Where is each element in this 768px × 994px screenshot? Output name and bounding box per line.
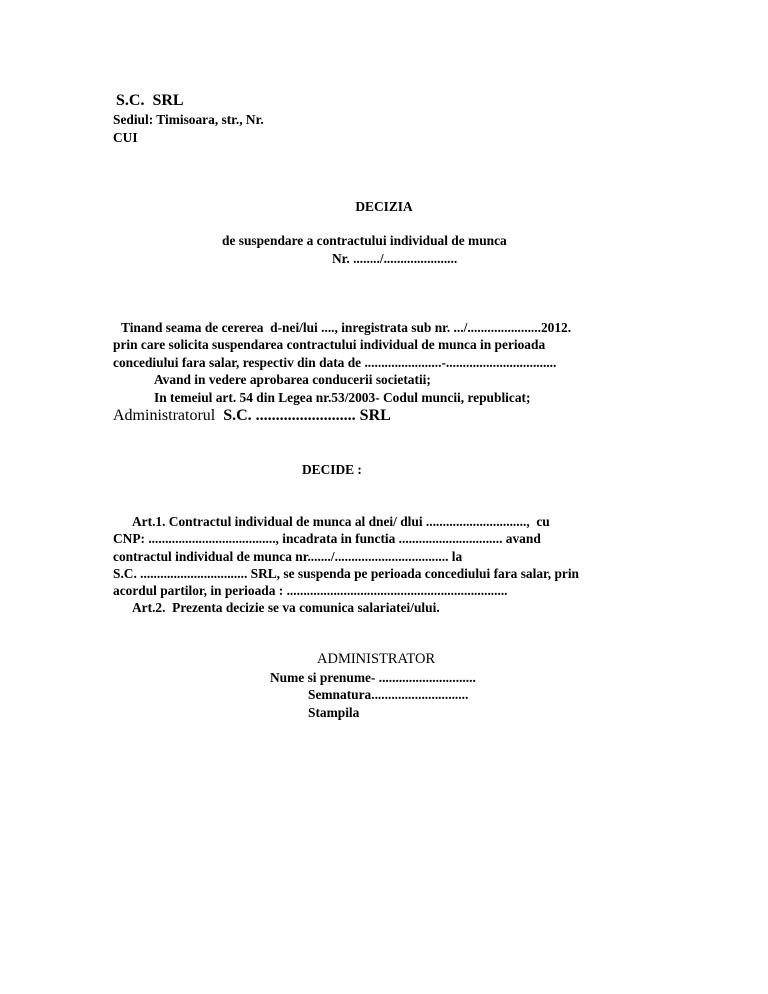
document-subtitle: de suspendare a contractului individual de munca [222,233,507,248]
company-address: Sediul: Timisoara, str., Nr. [113,112,264,127]
signature-title: ADMINISTRATOR [317,651,436,667]
art1-line-5: acordul partilor, in perioada : .................................................................. [113,583,508,598]
art1-line-2: CNP: ......................................, incadrata in functia ............................... avand [113,531,541,546]
art1-line-1: Art.1. Contractul individual de munca al dnei/ dlui .............................., cu [132,514,550,529]
art1-line-3: contractul individual de munca nr......./.................................. la [113,549,463,564]
art2-line: Art.2. Prezenta decizie se va comunica salariatei/ului. [132,600,440,615]
document-number: Nr. ......../...................... [332,251,458,266]
preamble-line-2: prin care solicita suspendarea contractului individual de munca in perioada [113,337,546,352]
company-name: S.C. SRL [116,92,184,109]
signature-name: Nume si prenume- ............................. [270,670,476,685]
preamble-line-1: Tinand seama de cererea d-nei/lui ...., inregistrata sub nr. .../......................2012. [121,320,572,335]
signature-semnatura: Semnatura............................. [308,687,469,702]
signature-stampila: Stampila [308,705,360,720]
company-cui: CUI [113,130,138,145]
document-title: DECIZIA [355,199,413,214]
administrator-label: Administratorul [113,407,216,424]
administrator-line [113,407,391,424]
preamble-line-5: In temeiul art. 54 din Legea nr.53/2003- Codul muncii, republicat; [154,390,531,405]
preamble-line-4: Avand in vedere aprobarea conducerii societatii; [154,372,431,387]
preamble-line-3: concediului fara salar, respectiv din data de .......................-................................. [113,355,557,370]
decide-heading: DECIDE : [302,462,362,477]
administrator-company: S.C. ......................... SRL [223,407,391,424]
art1-line-4: S.C. ................................ SRL, se suspenda pe perioada concediului fara salar, prin [113,566,580,581]
